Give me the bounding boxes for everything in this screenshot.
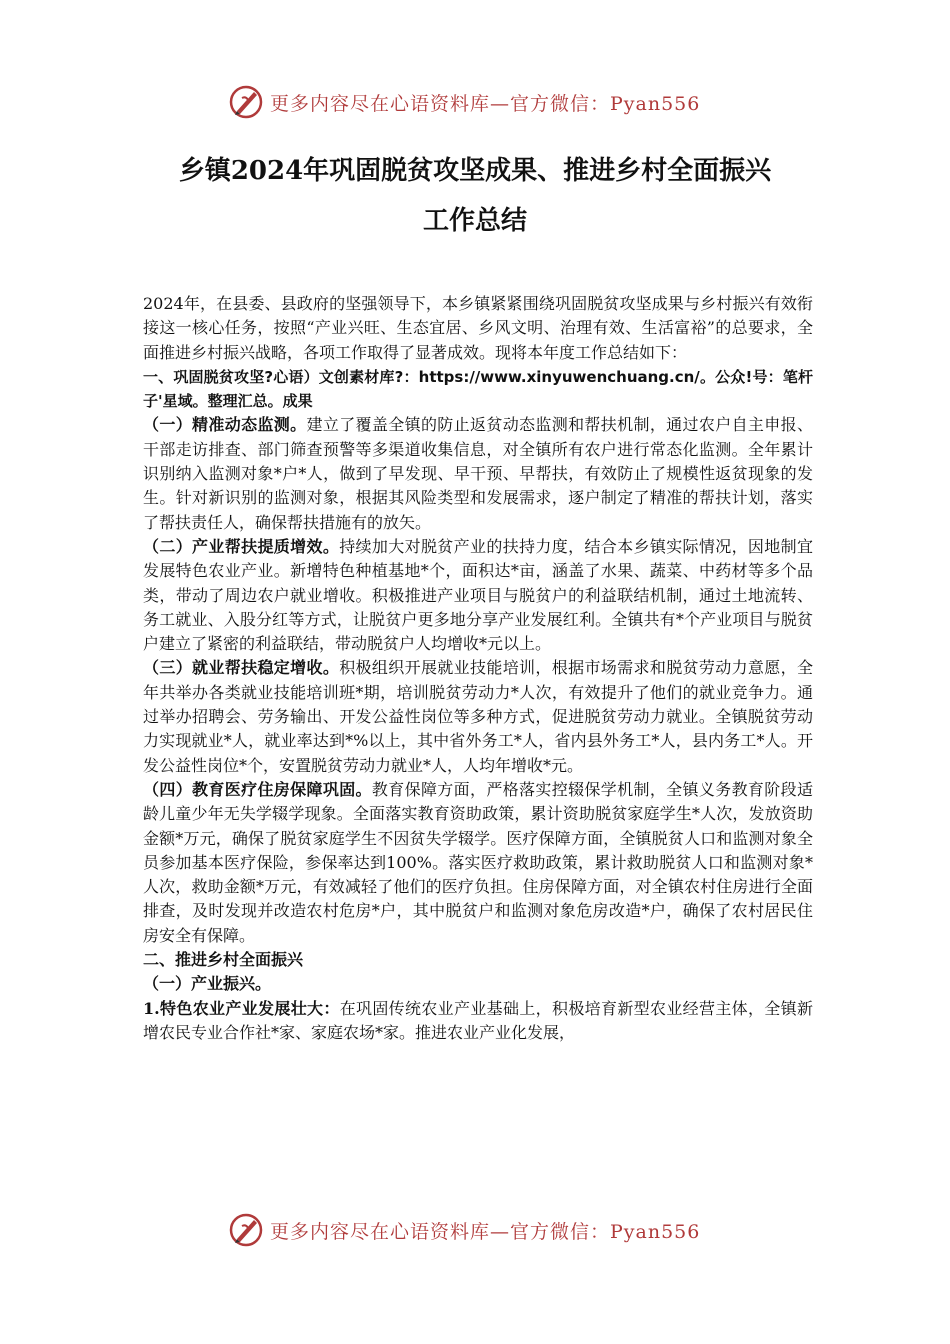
paragraph-education-health-housing [143,778,813,948]
banner-text: 更多内容尽在心语资料库—官方微信：Pyan556 [270,92,701,115]
document-body [143,292,813,1045]
paragraph-lead: （一）精准动态监测。 [143,415,307,435]
paragraph-employment [143,656,813,777]
pen-logo-icon [228,1212,264,1248]
paragraph-monitoring [143,413,813,534]
paragraph-lead: （三）就业帮扶稳定增收。 [143,658,340,678]
section2-heading: 二、推进乡村全面振兴 [143,950,304,970]
footer-banner [228,1210,708,1250]
paragraph-lead: （二）产业帮扶提质增效。 [143,536,340,556]
document-title-line1: 乡镇2024年巩固脱贫攻坚成果、推进乡村全面振兴 [178,156,772,186]
paragraph-special-agriculture [143,997,813,1046]
intro-paragraph: 2024年，在县委、县政府的坚强领导下，本乡镇紧紧围绕巩固脱贫攻坚成果与乡村振兴有效衔接这一核心任务，按照“产业兴旺、生态宜居、乡风文明、治理有效、生活富裕”的总要求，全面推进乡村振兴战略，各项工作取得了显著成效。现将本年度工作总结如下： [143,294,813,362]
document-title-line2: 工作总结 [422,206,527,236]
paragraph-industry-support [143,535,813,656]
paragraph-body: 教育保障方面，严格落实控辍保学机制，全镇义务教育阶段适龄儿童少年无失学辍学现象。全面落实教育资助政策，累计资助脱贫家庭学生*人次，发放资助金额*万元，确保了脱贫家庭学生不因贫失学辍学。医疗保障方面，全镇脱贫人口和监测对象全员参加基本医疗保险，参保率达到100%。落实医疗救助政策，累计救助脱贫人口和监测对象*人次，救助金额*万元，有效减轻了他们的医疗负担。住房保障方面，对全镇农村住房进行全面排查，及时发现并改造农村危房*户，其中脱贫户和监测对象危房改造*户，确保了农村居民住房安全有保障。 [143,779,813,945]
paragraph-lead: （四）教育医疗住房保障巩固。 [143,779,372,799]
paragraph-body: 在巩固传统农业产业基础上，积极培育新型农业经营主体，全镇新增农民专业合作社*家、家庭农场*家。推进农业产业化发展， [143,998,813,1042]
paragraph-body: 积极组织开展就业技能培训，根据市场需求和脱贫劳动力意愿，全年共举办各类就业技能培训班*期，培训脱贫劳动力*人次，有效提升了他们的就业竞争力。通过举办招聘会、劳务输出、开发公益性岗位等多种方式，促进脱贫劳动力就业。全镇脱贫劳动力实现就业*人，就业率达到*%以上，其中省外务工*人，省内县外务工*人，县内务工*人。开发公益性岗位*个，安置脱贫劳动力就业*人，人均年增收*元。 [143,658,813,775]
paragraph-body: 持续加大对脱贫产业的扶持力度，结合本乡镇实际情况，因地制宜发展特色农业产业。新增特色种植基地*个，面积达*亩，涵盖了水果、蔬菜、中药材等多个品类，带动了周边农户就业增收。积极推进产业项目与脱贫户的利益联结机制，通过土地流转、务工就业、入股分红等方式，让脱贫户更多地分享产业发展红利。全镇共有*个产业项目与脱贫户建立了紧密的利益联结，带动脱贫户人均增收*元以上。 [143,536,813,654]
paragraph-body: 建立了覆盖全镇的防止返贫动态监测和帮扶机制，通过农户自主申报、干部走访排查、部门筛查预警等多渠道收集信息，对全镇所有农户进行常态化监测。全年累计识别纳入监测对象*户*人，做到了早发现、早干预、早帮扶，有效防止了规模性返贫现象的发生。针对新识别的监测对象，根据其风险类型和发展需求，逐户制定了精准的帮扶计划，落实了帮扶责任人，确保帮扶措施有的放矢。 [143,415,813,532]
pen-logo-icon [228,84,264,120]
paragraph-lead: 1.特色农业产业发展壮大： [143,998,340,1018]
banner-text: 更多内容尽在心语资料库—官方微信：Pyan556 [270,1220,701,1243]
header-banner [228,82,708,122]
section1-heading: 一、巩固脱贫攻坚?心语）文创素材库?：https://www.xinyuwenchuang.cn/。公众!号：笔杆子'星域。整理汇总。成果 [143,367,813,411]
section2-subheading: （一）产业振兴。 [143,974,272,994]
